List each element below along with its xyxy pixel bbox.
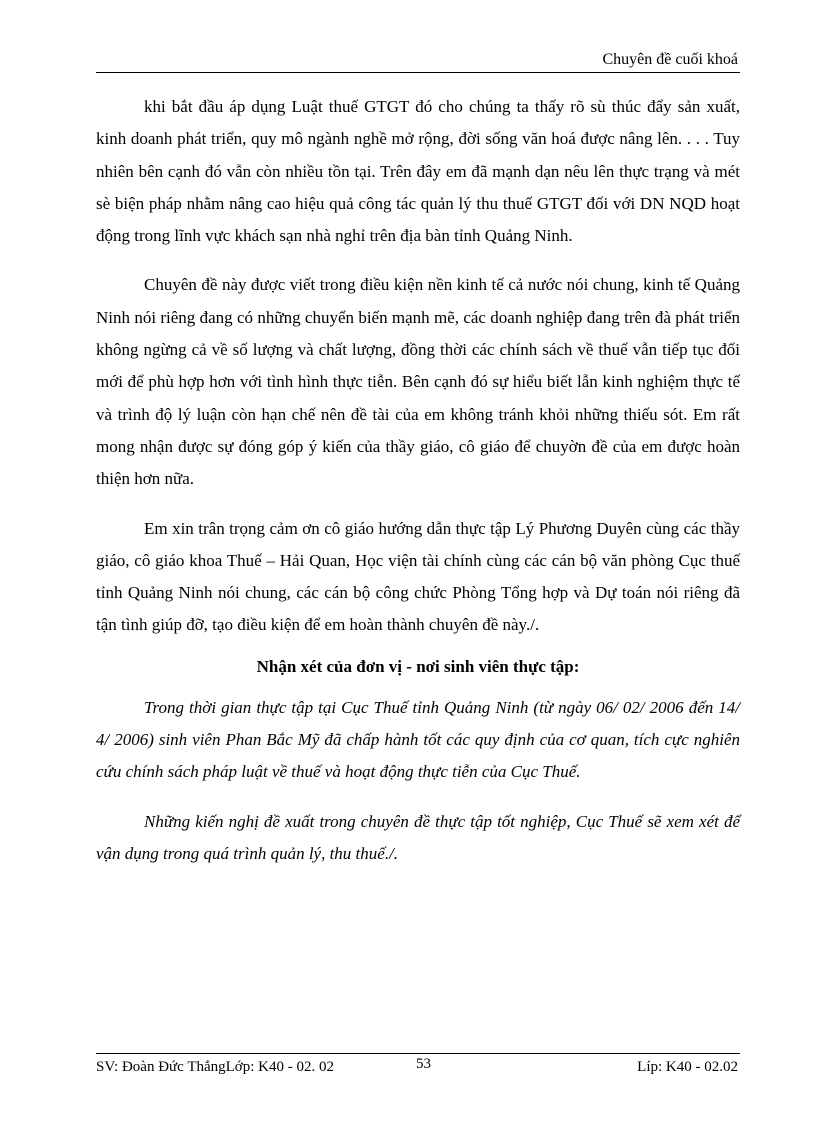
paragraph-acknowledgement: Em xin trân trọng cảm ơn cô giáo hướng dẫn thực tập Lý Phương Duyên cùng các thầy giáo, cô giáo khoa Thuế – Hải Quan, Học viện tài chính cùng các cán bộ văn phòng Cục thuế tỉnh Quảng Ninh nói chung, các cán bộ công chức Phòng Tổng hợp và Dự toán nói riêng đã tận tình giúp đỡ, tạo điều kiện để em hoàn thành chuyên đề này./. <box>96 518 740 635</box>
header-title: Chuyên đề cuối khoá <box>602 51 738 68</box>
footer-student-info: SV: Đoàn Đức ThắngLớp: K40 - 02. 02 <box>96 1059 334 1075</box>
page-header <box>96 48 740 73</box>
document-body <box>96 91 740 870</box>
footer-class-info: Líp: K40 - 02.02 <box>637 1059 738 1075</box>
paragraph-conclusion: khi bắt đầu áp dụng Luật thuế GTGT đó cho chúng ta thấy rõ sù thúc đẩy sản xuất, kinh doanh phát triển, quy mô ngành nghề mở rộng, đời sống văn hoá được nâng lên. . . . Tuy nhiên bên cạnh đó vẫn còn nhiều tồn tại. Trên đây em đã mạnh dạn nêu lên thực trạng và mét sè biện pháp nhằm nâng cao hiệu quả công tác quản lý thu thuế GTGT đối với DN NQD hoạt động trong lĩnh vực khách sạn nhà nghỉ trên địa bàn tỉnh Quảng Ninh. <box>96 97 740 246</box>
page-footer <box>96 1053 740 1078</box>
page-number: 53 <box>416 1056 431 1072</box>
evaluation-heading: Nhận xét của đơn vị - nơi sinh viên thực tập: <box>256 656 580 676</box>
paragraph-context: Chuyên đề này được viết trong điều kiện nền kinh tế cả nước nói chung, kinh tế Quảng Ninh nói riêng đang có những chuyển biến mạnh mẽ, các doanh nghiệp đang trên đà phát triển không ngừng cả về số lượng và chất lượng, đồng thời các chính sách về thuế vẫn tiếp tục đổi mới để phù hợp hơn với tình hình thực tiễn. Bên cạnh đó sự hiểu biết lẫn kinh nghiệm thực tế và trình độ lý luận còn hạn chế nên đề tài của em không tránh khỏi những thiếu sót. Em rất mong nhận được sự đóng góp ý kiến của thầy giáo, cô giáo để chuyờn đề của em được hoàn thiện hơn nữa. <box>96 275 740 489</box>
paragraph-recommendation: Những kiến nghị đề xuất trong chuyên đề thực tập tốt nghiệp, Cục Thuế sẽ xem xét để vận dụng trong quá trình quản lý, thu thuế./. <box>96 811 740 863</box>
paragraph-evaluation: Trong thời gian thực tập tại Cục Thuế tỉnh Quảng Ninh (từ ngày 06/ 02/ 2006 đến 14/ 4/ 2006) sinh viên Phan Bắc Mỹ đã chấp hành tốt các quy định của cơ quan, tích cực nghiên cứu chính sách pháp luật về thuế và hoạt động thực tiễn của Cục Thuế. <box>96 697 740 782</box>
